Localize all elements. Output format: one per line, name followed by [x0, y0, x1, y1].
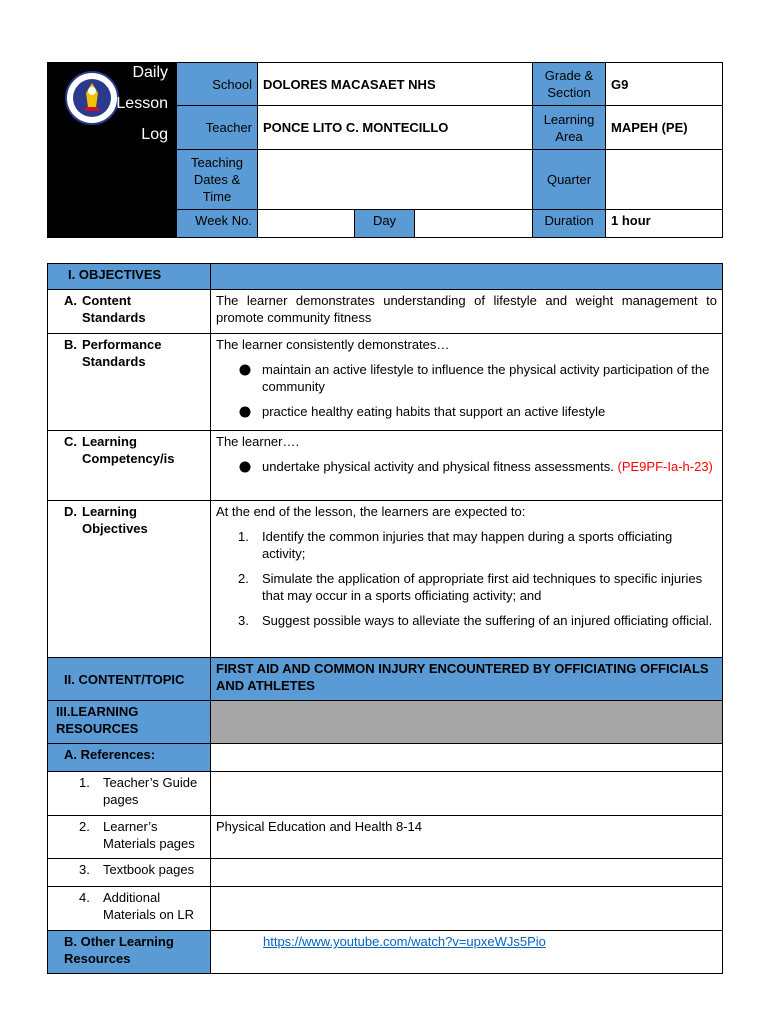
performance-standards-text: Performance Standards [82, 337, 162, 369]
dll-word-daily: Daily [132, 64, 168, 81]
teacher-label: Teacher [177, 106, 258, 150]
reference-item: 4. Additional Materials on LR [48, 887, 211, 931]
learning-objectives-label [48, 501, 211, 658]
learning-resources-label [48, 701, 211, 744]
learning-objectives-value [211, 501, 723, 658]
learning-area-label: Learning Area [533, 106, 606, 150]
bullet-icon [238, 363, 252, 377]
list-item [238, 361, 717, 395]
content-topic-value: FIRST AID AND COMMON INJURY ENCOUNTERED BY OFFICIATING OFFICIALS AND ATHLETES [211, 658, 723, 701]
performance-standards-value [211, 334, 723, 431]
reference-label: Textbook pages [103, 862, 195, 877]
grade-section-label: Grade & Section [533, 63, 606, 106]
other-resources-text: B. Other Learning Resources [64, 934, 174, 966]
week-no-value [258, 210, 355, 238]
list-item: 3. Suggest possible ways to alleviate the suffering of an injured officiating official. [238, 613, 713, 628]
learning-resources-text: III.LEARNING RESOURCES [56, 704, 139, 736]
learning-objectives-text: Learning Objectives [82, 504, 148, 536]
youtube-link[interactable]: https://www.youtube.com/watch?v=upxeWJs5Pio [263, 934, 546, 949]
teacher-value: PONCE LITO C. MONTECILLO [258, 106, 533, 150]
teaching-dates-label: Teaching Dates & Time [177, 150, 258, 210]
objectives-heading: I. OBJECTIVES [48, 264, 211, 290]
deped-seal-logo [65, 71, 119, 125]
dll-title-block [48, 63, 177, 238]
bullet-icon [238, 460, 252, 474]
bullet-text: maintain an active lifestyle to influence the physical activity participation of the community [262, 362, 710, 394]
duration-value: 1 hour [606, 210, 723, 238]
content-standards-label [48, 290, 211, 334]
learning-competency-label [48, 431, 211, 501]
reference-label: Additional Materials on LR [103, 890, 195, 922]
week-no-label: Week No. [177, 210, 258, 238]
reference-label: Teacher’s Guide pages [103, 775, 198, 807]
reference-item: 2. Learner’s Materials pages [48, 816, 211, 859]
objective-text: Simulate the application of appropriate first aid techniques to specific injuries that may occur in a sports officiating activity; and [262, 571, 703, 603]
learning-competency-value [211, 431, 723, 501]
day-label: Day [355, 210, 415, 238]
lesson-plan-table [47, 263, 723, 974]
quarter-value [606, 150, 723, 210]
bullet-text [262, 458, 713, 475]
objectives-heading-fill [211, 264, 723, 290]
bullet-text: practice healthy eating habits that support an active lifestyle [262, 404, 606, 419]
content-standards-text: Content Standards [82, 293, 146, 325]
performance-standards-label [48, 334, 211, 431]
list-item [238, 403, 717, 420]
quarter-label: Quarter [533, 150, 606, 210]
performance-standards-letter: B. [64, 337, 77, 352]
references-value [211, 744, 723, 772]
list-item: 2. Simulate the application of appropriate first aid techniques to specific injuries that may occur in a sports officiating activity; and [238, 570, 717, 604]
content-topic-label: II. CONTENT/TOPIC [48, 658, 211, 701]
learning-area-value: MAPEH (PE) [606, 106, 723, 150]
reference-label: Learner’s Materials pages [103, 819, 195, 851]
learning-objectives-letter: D. [64, 504, 77, 519]
reference-value [211, 887, 723, 931]
grade-section-value: G9 [606, 63, 723, 106]
duration-label: Duration [533, 210, 606, 238]
day-value [415, 210, 533, 238]
objective-text: Suggest possible ways to alleviate the suffering of an injured officiating official. [262, 613, 713, 628]
objective-text: Identify the common injuries that may happen during a sports officiating activity; [262, 529, 673, 561]
learning-competency-intro: The learner…. [216, 434, 300, 449]
school-value: DOLORES MACASAET NHS [258, 63, 533, 106]
dll-word-lesson: Lesson [116, 95, 168, 112]
header-table [47, 62, 723, 238]
reference-value: Physical Education and Health 8-14 [211, 816, 723, 859]
learning-resources-fill [211, 701, 723, 744]
reference-item: 1. Teacher’s Guide pages [48, 772, 211, 816]
reference-item: 3. Textbook pages [48, 859, 211, 887]
school-label: School [177, 63, 258, 106]
bullet-icon [238, 405, 252, 419]
learning-competency-letter: C. [64, 434, 77, 449]
other-resources-value [211, 931, 723, 974]
references-label: A. References: [48, 744, 211, 772]
learning-objectives-intro: At the end of the lesson, the learners are expected to: [216, 504, 526, 519]
reference-value [211, 772, 723, 816]
performance-standards-intro: The learner consistently demonstrates… [216, 337, 450, 352]
teaching-dates-value [258, 150, 533, 210]
competency-text: undertake physical activity and physical fitness assessments. [262, 459, 614, 474]
content-standards-letter: A. [64, 293, 77, 308]
learning-competency-text: Learning Competency/is [82, 434, 175, 466]
content-standards-value: The learner demonstrates understanding of lifestyle and weight management to promote community fitness [211, 290, 723, 334]
dll-word-log: Log [141, 126, 168, 143]
list-item [238, 458, 717, 475]
other-resources-label [48, 931, 211, 974]
list-item: 1. Identify the common injuries that may happen during a sports officiating activity; [238, 528, 717, 562]
reference-value [211, 859, 723, 887]
competency-code: (PE9PF-Ia-h-23) [617, 459, 713, 474]
